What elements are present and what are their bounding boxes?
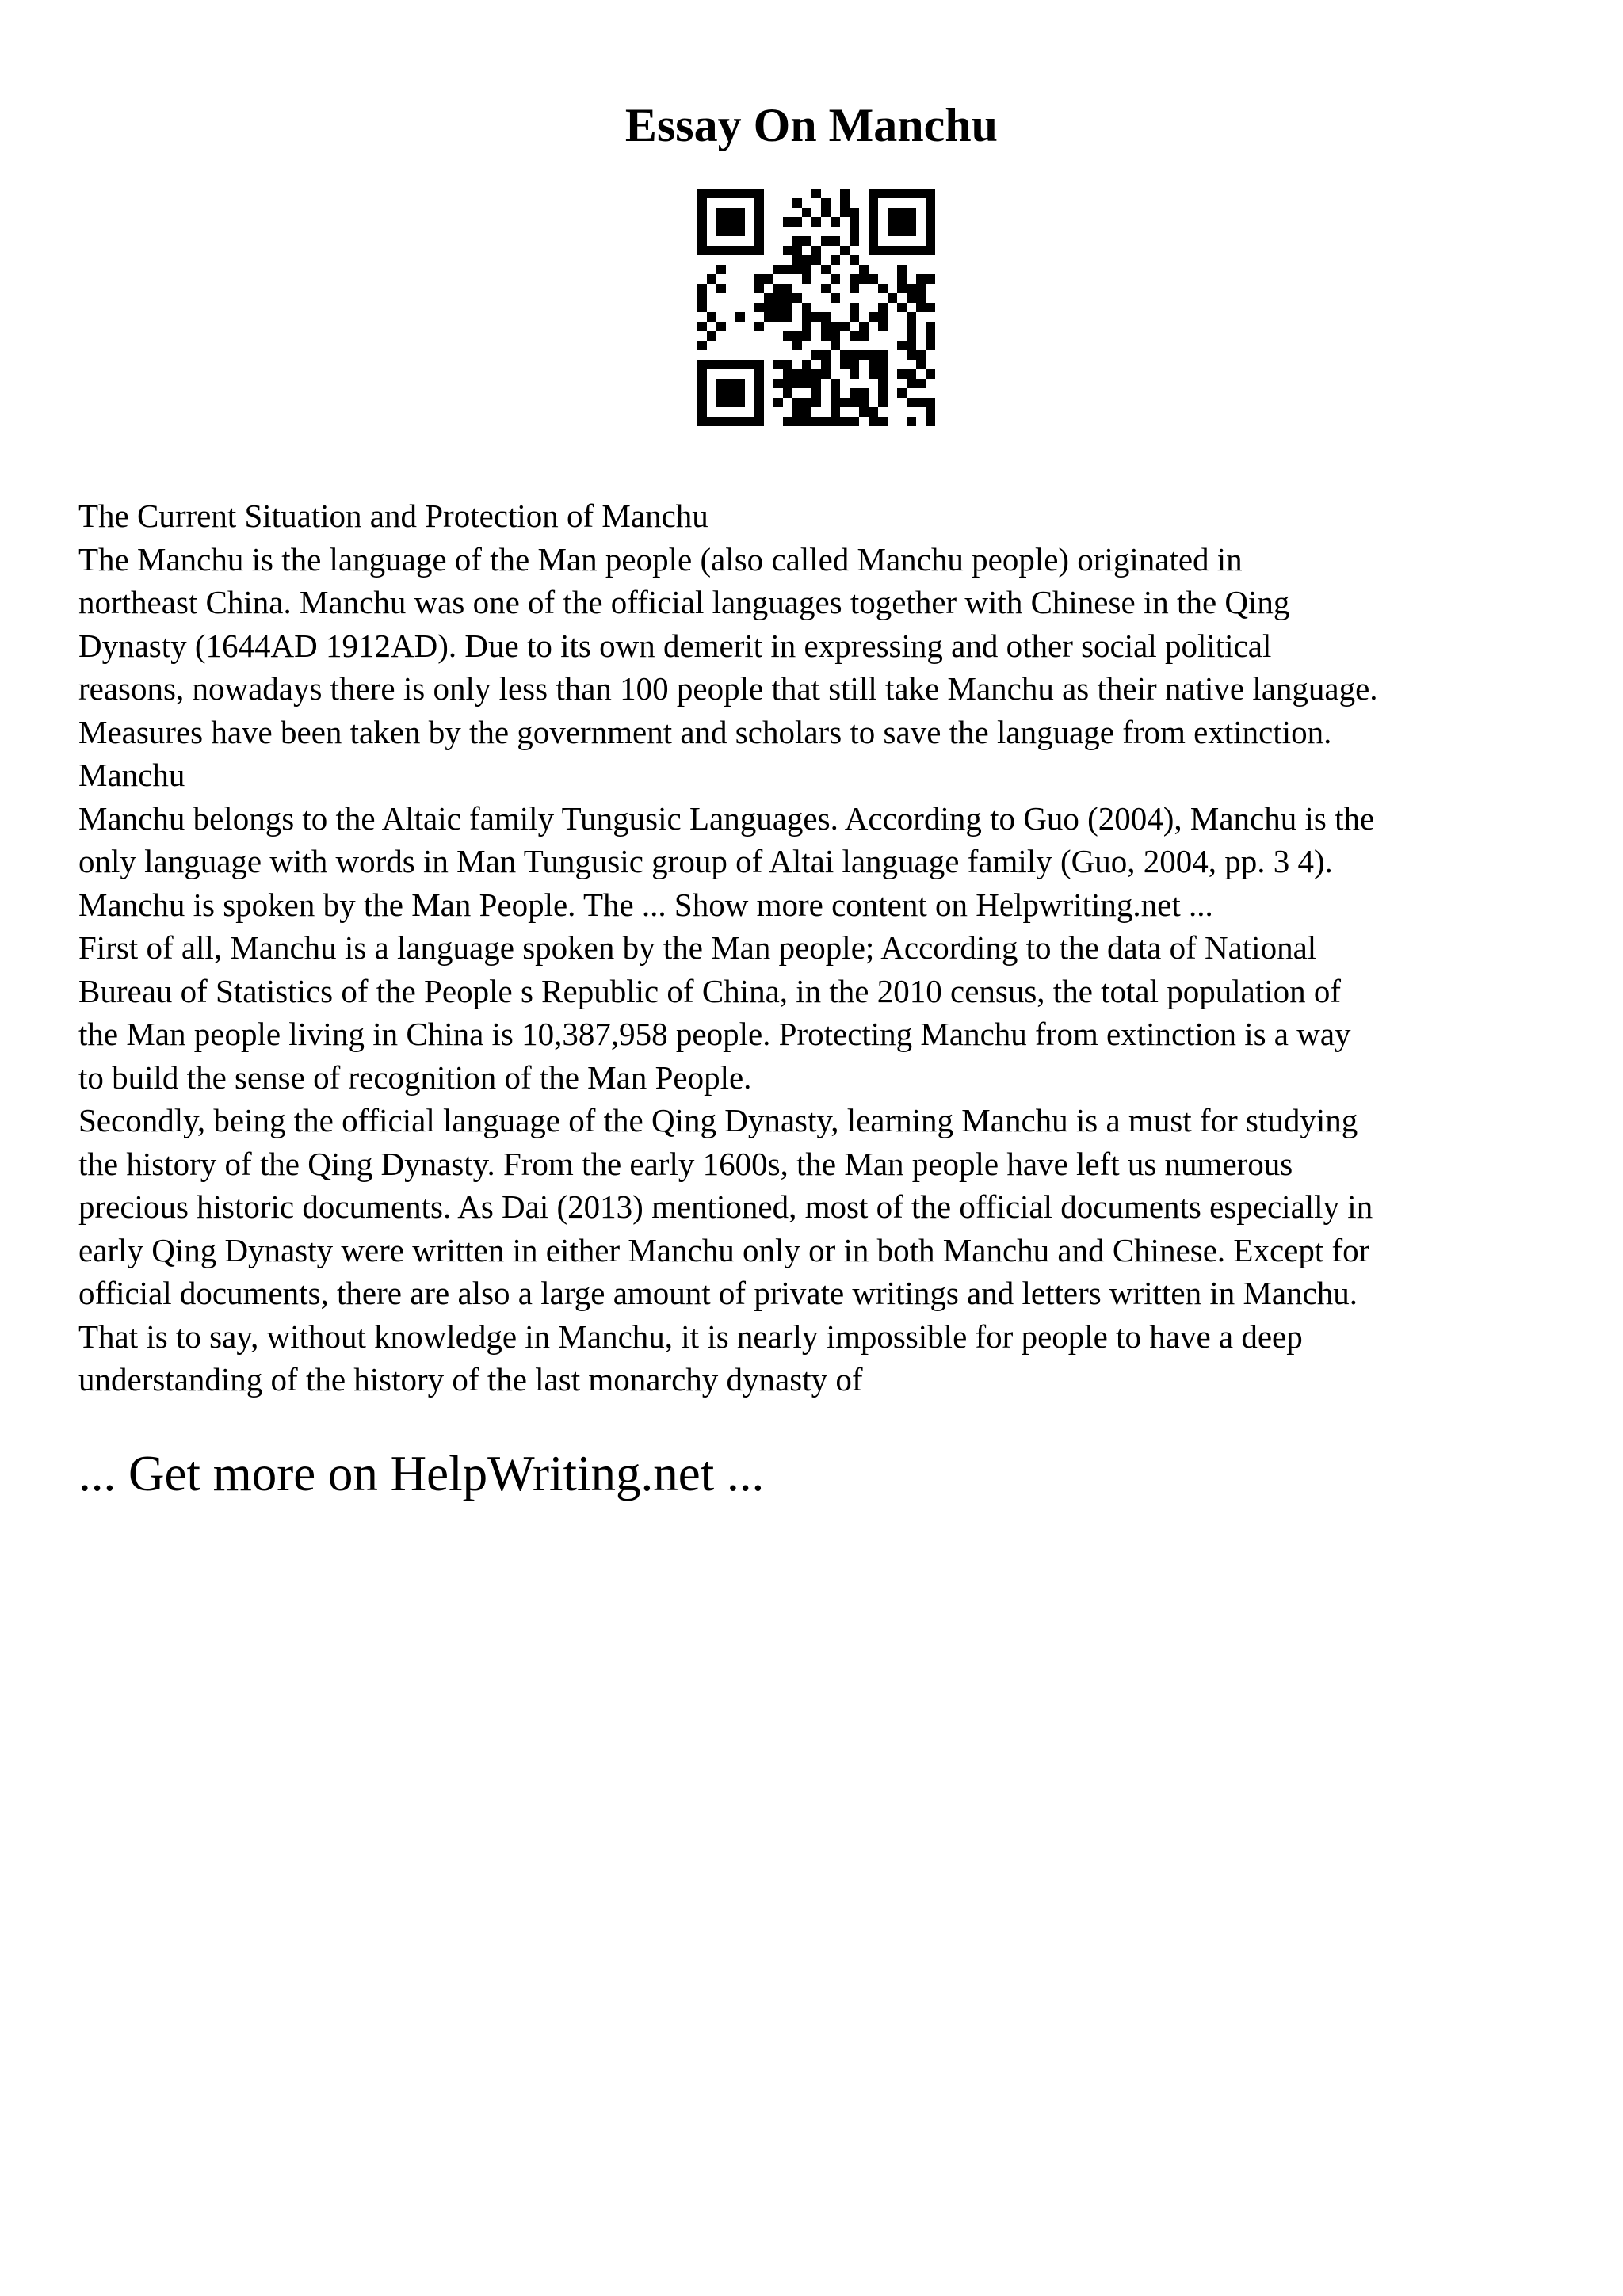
document-title: Essay On Manchu [624, 99, 999, 151]
essay-line: to build the sense of recognition of the Man People. [78, 1058, 752, 1096]
essay-line: Dynasty (1644AD 1912AD). Due to its own demerit in expressing and other social political [78, 627, 1272, 664]
get-more-link[interactable]: ... Get more on HelpWriting.net ... [78, 1446, 765, 1501]
essay-line: That is to say, without knowledge in Manchu, it is nearly impossible for people to have a deep [78, 1318, 1303, 1355]
essay-line: Bureau of Statistics of the People s Republic of China, in the 2010 census, the total population of [78, 972, 1342, 1009]
essay-line: reasons, nowadays there is only less than 100 people that still take Manchu as their native language. [78, 670, 1378, 707]
essay-body [78, 494, 1568, 1402]
qr-code-icon [697, 189, 935, 426]
essay-line: official documents, there are also a large amount of private writings and letters written in Manchu. [78, 1275, 1358, 1311]
essay-line: Manchu [78, 757, 185, 793]
essay-line: Secondly, being the official language of the Qing Dynasty, learning Manchu is a must for studying [78, 1102, 1358, 1138]
essay-line: northeast China. Manchu was one of the official languages together with Chinese in the Qing [78, 584, 1290, 620]
essay-line: understanding of the history of the last monarchy dynasty of [78, 1361, 863, 1398]
essay-line: The Manchu is the language of the Man people (also called Manchu people) originated in [78, 540, 1243, 578]
essay-line: precious historic documents. As Dai (2013) mentioned, most of the official documents especially in [78, 1188, 1373, 1225]
essay-line: early Qing Dynasty were written in either Manchu only or in both Manchu and Chinese. Except for [78, 1231, 1370, 1268]
essay-line: Measures have been taken by the government and scholars to save the language from extinction. [78, 713, 1332, 750]
essay-line: Manchu is spoken by the Man People. The ... Show more content on Helpwriting.net ... [78, 886, 1213, 923]
essay-line: the history of the Qing Dynasty. From the early 1600s, the Man people have left us numerous [78, 1145, 1293, 1182]
essay-line: First of all, Manchu is a language spoken by the Man people; According to the data of National [78, 929, 1317, 966]
essay-line: the Man people living in China is 10,387,958 people. Protecting Manchu from extinction is a way [78, 1016, 1351, 1052]
essay-line: The Current Situation and Protection of Manchu [78, 498, 708, 534]
qr-code-graphic [697, 189, 935, 426]
essay-line: Manchu belongs to the Altaic family Tungusic Languages. According to Guo (2004), Manchu is the [78, 799, 1375, 837]
essay-line: only language with words in Man Tungusic group of Altai language family (Guo, 2004, pp. 3 4). [78, 843, 1333, 879]
